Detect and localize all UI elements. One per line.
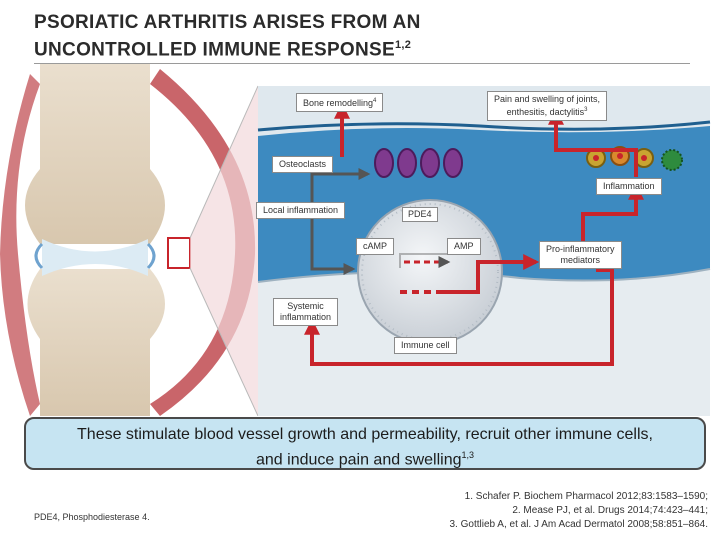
callout-line-2: and induce pain and swelling	[256, 451, 462, 469]
amp-label: AMP	[447, 238, 481, 255]
summary-callout	[24, 417, 706, 470]
bone-remodelling-label	[296, 93, 383, 112]
bone-remodelling-text: Bone remodelling	[303, 98, 374, 108]
reference-2: 2. Mease PJ, et al. Drugs 2014;74:423–441;	[512, 505, 708, 516]
pain-swelling-reference: 3	[584, 107, 588, 113]
title-line-1: PSORIATIC ARTHRITIS ARISES FROM AN	[34, 12, 421, 33]
systemic-line-2: inflammation	[280, 312, 332, 322]
callout-line-1: These stimulate blood vessel growth and permeability, recruit other immune cells,	[77, 426, 653, 443]
bone-remodelling-reference: 4	[373, 98, 377, 104]
references	[450, 490, 709, 532]
page-title	[34, 12, 421, 61]
pro-inflammatory-line-1: Pro-inflammatory	[546, 244, 615, 254]
pde4-label: PDE4	[402, 207, 438, 222]
pain-swelling-line-2: enthesitis, dactylitis	[506, 107, 585, 117]
immune-cell-label: Immune cell	[394, 337, 457, 354]
systemic-inflammation-label	[273, 298, 338, 326]
pro-inflammatory-line-2: mediators	[560, 255, 601, 265]
pro-inflammatory-mediators-label	[539, 241, 622, 269]
osteoclasts-label: Osteoclasts	[272, 156, 333, 173]
reference-1: 1. Schafer P. Biochem Pharmacol 2012;83:1583–1590;	[464, 491, 708, 502]
reference-3: 3. Gottlieb A, et al. J Am Acad Dermatol 2008;58:851–864.	[449, 519, 708, 530]
inflammation-label: Inflammation	[596, 178, 662, 195]
local-inflammation-label: Local inflammation	[256, 202, 345, 219]
callout-reference: 1,3	[461, 450, 474, 460]
pain-swelling-line-1: Pain and swelling of joints,	[494, 94, 601, 104]
systemic-line-1: Systemic	[287, 301, 324, 311]
abbreviation-footnote: PDE4, Phosphodiesterase 4.	[34, 512, 150, 522]
camp-label: cAMP	[356, 238, 394, 255]
title-reference: 1,2	[394, 39, 412, 51]
pain-swelling-label	[487, 91, 607, 121]
title-line-2: UNCONTROLLED IMMUNE RESPONSE	[34, 39, 395, 61]
